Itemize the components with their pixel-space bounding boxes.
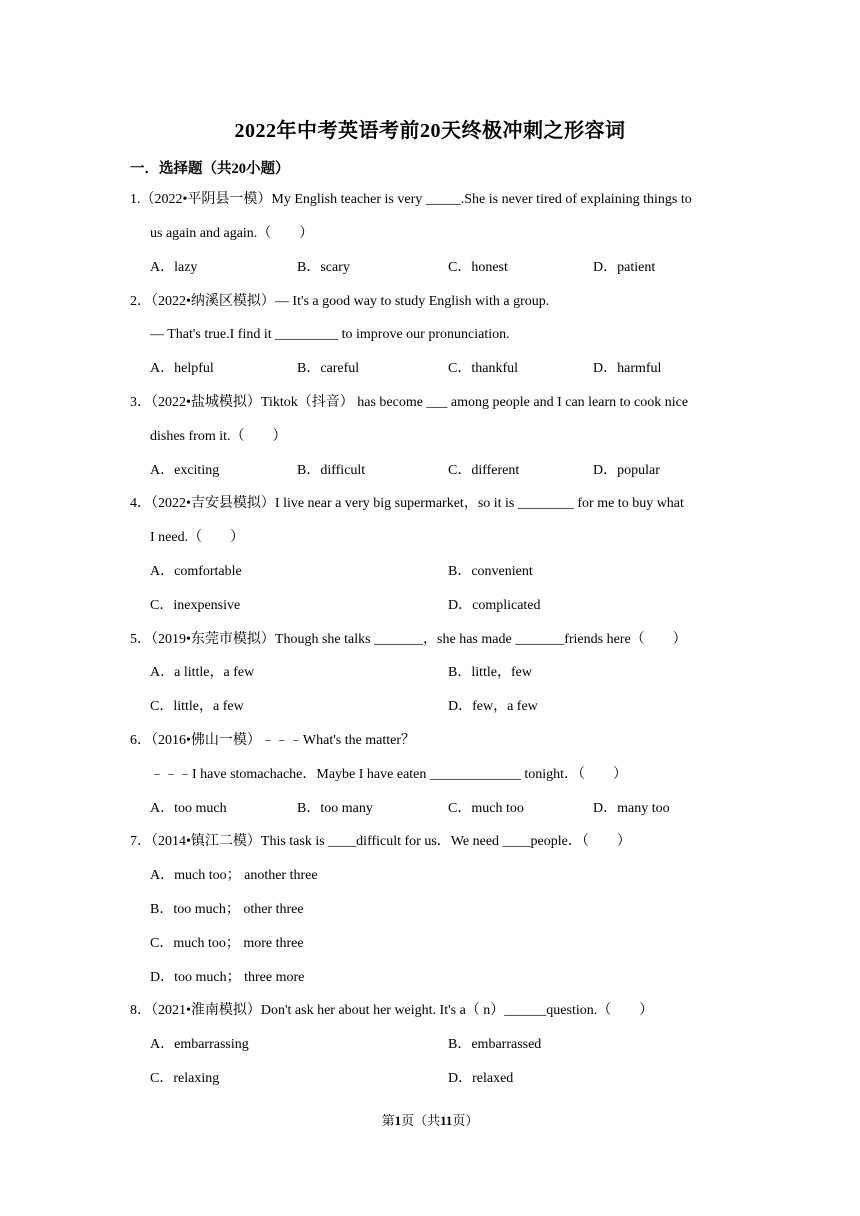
question-8-option-d: D．relaxed	[448, 1071, 514, 1086]
question-7-line-1: 7．（2014•镇江二模）This task is ____difficult for us．We need ____people．（ ）	[130, 834, 631, 849]
question-3-line-1: 3．（2022•盐城模拟）Tiktok（抖音） has become ___ among people and I can learn to cook nice	[130, 395, 689, 410]
question-2-option-d: D．harmful	[593, 361, 662, 376]
question-3-option-c: C．different	[448, 463, 520, 478]
question-6-line-1: 6．（2016•佛山一模）﹣﹣﹣What's the matter？	[130, 733, 416, 748]
question-2-option-c: C．thankful	[448, 361, 518, 376]
footer-mid: 页（共	[401, 1113, 441, 1128]
document-title: 2022年中考英语考前20天终极冲刺之形容词	[234, 120, 626, 142]
question-1-line-2: us again and again.（ ）	[150, 226, 314, 241]
question-3-option-d: D．popular	[593, 463, 660, 478]
question-4-option-b: B．convenient	[448, 564, 533, 579]
question-4-option-d: D．complicated	[448, 598, 541, 613]
question-7-option-d: D．too much； three more	[150, 970, 305, 985]
question-3-option-a: A．exciting	[150, 463, 220, 478]
question-8-option-a: A．embarrassing	[150, 1037, 249, 1052]
question-7-option-b: B．too much； other three	[150, 902, 304, 917]
question-4-line-1: 4．（2022•吉安县模拟）I live near a very big supermarket，so it is ________ for me to buy what	[130, 496, 684, 511]
footer-suffix: 页）	[452, 1113, 479, 1128]
question-8-option-c: C．relaxing	[150, 1071, 220, 1086]
question-8-line-1: 8．（2021•淮南模拟）Don't ask her about her weight. It's a（ n）______question.（ ）	[130, 1003, 654, 1018]
question-3-line-2: dishes from it.（ ）	[150, 429, 287, 444]
question-5-option-a: A．a little，a few	[150, 665, 255, 680]
question-5-line-1: 5．（2019•东莞市模拟）Though she talks _______，she has made _______friends here（ ）	[130, 632, 687, 647]
footer-total-pages: 11	[440, 1113, 453, 1128]
question-2-option-a: A．helpful	[150, 361, 214, 376]
footer-prefix: 第	[381, 1113, 395, 1128]
question-5-option-c: C．little，a few	[150, 699, 244, 714]
question-7-option-a: A．much too； another three	[150, 868, 318, 883]
question-6-option-c: C．much too	[448, 801, 524, 816]
page-footer	[0, 1110, 860, 1129]
footer-page-number: 1	[394, 1113, 402, 1128]
question-6-option-a: A．too much	[150, 801, 227, 816]
section-heading: 一．选择题（共20小题）	[130, 161, 290, 177]
question-8-option-b: B．embarrassed	[448, 1037, 542, 1052]
question-4-option-c: C．inexpensive	[150, 598, 241, 613]
question-6-line-2: ﹣﹣﹣I have stomachache．Maybe I have eaten _____________ tonight．（ ）	[150, 767, 628, 782]
question-1-option-b: B．scary	[297, 260, 350, 275]
question-2-line-1: 2．（2022•纳溪区模拟）— It's a good way to study English with a group.	[130, 294, 550, 309]
question-3-option-b: B．difficult	[297, 463, 366, 478]
question-4-line-2: I need.（ ）	[150, 530, 245, 545]
question-1-option-d: D．patient	[593, 260, 656, 275]
question-1-option-a: A．lazy	[150, 260, 198, 275]
question-4-option-a: A．comfortable	[150, 564, 242, 579]
question-5-option-d: D．few，a few	[448, 699, 538, 714]
question-1-line-1: 1.（2022•平阴县一模）My English teacher is very _____.She is never tired of explaining things to	[130, 192, 692, 207]
question-1-option-c: C．honest	[448, 260, 508, 275]
question-5-option-b: B．little，few	[448, 665, 532, 680]
question-6-option-d: D．many too	[593, 801, 670, 816]
question-7-option-c: C．much too； more three	[150, 936, 304, 951]
question-6-option-b: B．too many	[297, 801, 373, 816]
question-2-option-b: B．careful	[297, 361, 360, 376]
question-2-line-2: — That's true.I find it _________ to improve our pronunciation.	[150, 327, 510, 342]
